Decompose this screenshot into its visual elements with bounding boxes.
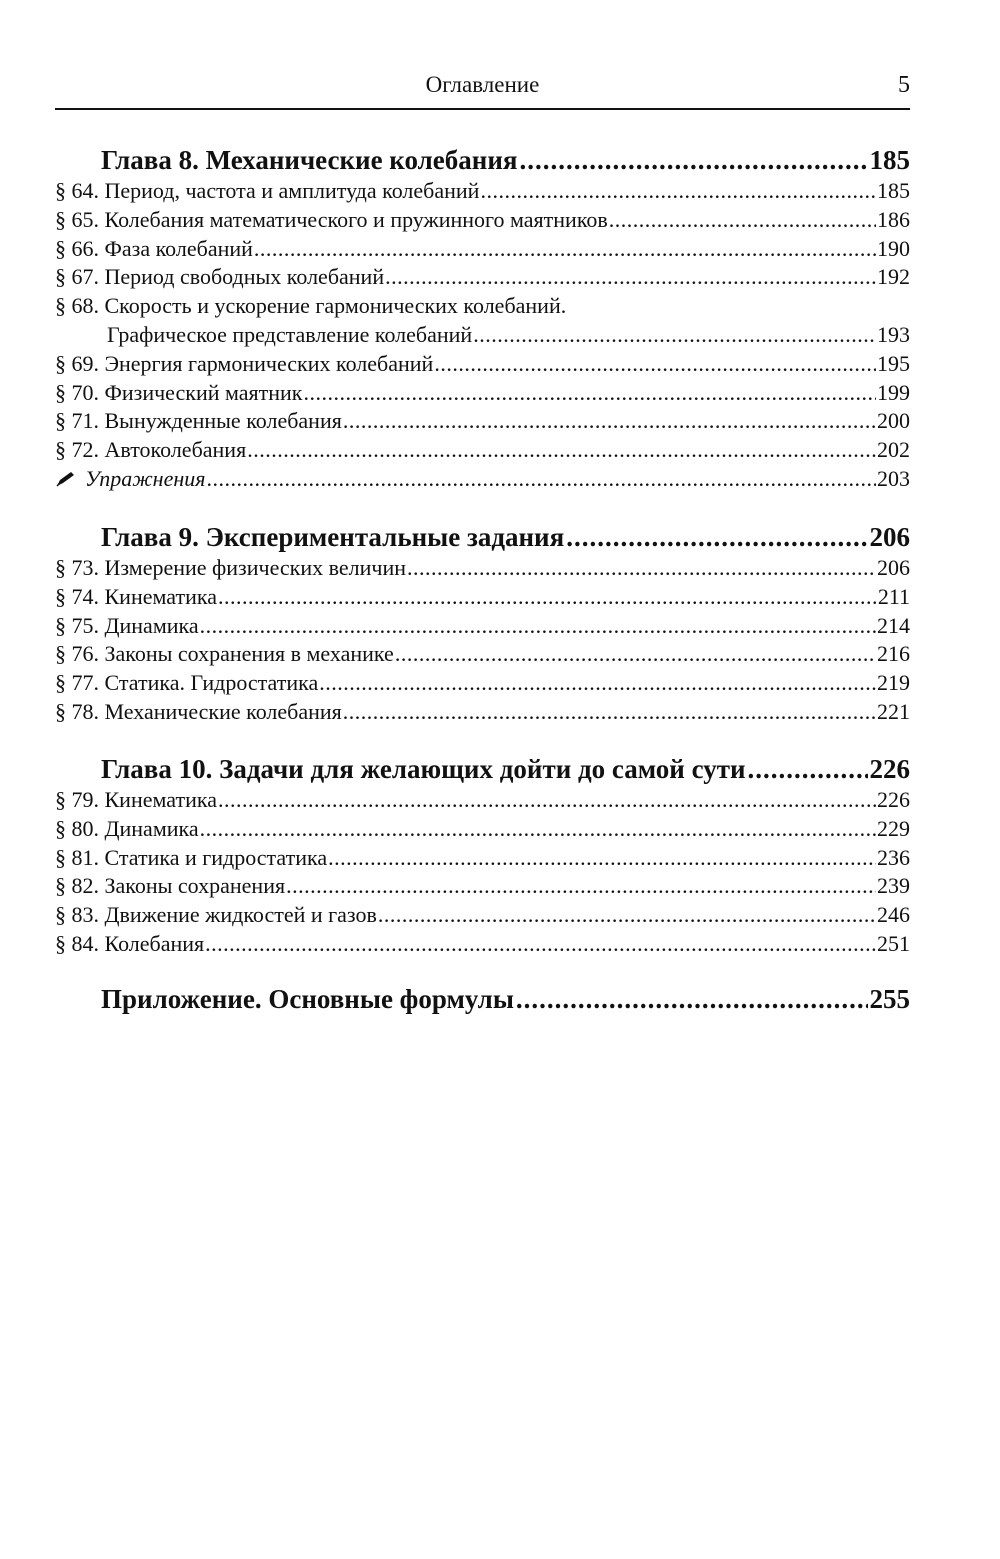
leader-dots — [205, 930, 876, 959]
entry-page: 214 — [877, 612, 910, 638]
leader-dots — [566, 520, 867, 554]
entry-page: 236 — [877, 844, 910, 870]
entry-label: § 82. Законы сохранения — [55, 873, 286, 899]
page-title: Оглавление — [425, 72, 540, 97]
leader-dots — [343, 698, 876, 727]
entry-page: 195 — [877, 350, 910, 376]
toc-entry[interactable] — [55, 235, 910, 264]
entry-label: § 79. Кинематика — [55, 787, 217, 812]
entry-page: 246 — [877, 902, 910, 928]
leader-dots — [319, 669, 876, 698]
toc-entry[interactable] — [55, 350, 910, 379]
leader-dots — [218, 786, 876, 815]
entry-label: § 72. Автоколебания — [55, 437, 247, 463]
toc-entry[interactable] — [55, 640, 910, 669]
toc-entry[interactable] — [55, 844, 910, 873]
chapter-title: Глава 9. Экспериментальные задания — [101, 522, 565, 552]
toc-entry[interactable] — [55, 263, 910, 292]
leader-dots — [206, 465, 876, 494]
toc-entry[interactable] — [55, 436, 910, 465]
leader-dots — [748, 752, 868, 786]
entry-label: § 84. Колебания — [55, 930, 205, 956]
page-number: 5 — [898, 72, 910, 98]
leader-dots — [200, 612, 876, 641]
toc-entry[interactable] — [55, 292, 910, 321]
toc-entry[interactable] — [55, 930, 910, 959]
chapter-title: Глава 10. Задачи для желающих дойти до самой сути — [101, 754, 746, 784]
entry-page: 193 — [877, 321, 910, 347]
leader-dots — [247, 436, 876, 465]
entry-label: § 80. Динамика — [55, 815, 199, 841]
leader-dots — [304, 379, 877, 408]
entry-page: 211 — [877, 583, 910, 609]
chapter-page: 226 — [869, 754, 910, 784]
entry-page: 216 — [877, 641, 910, 667]
entry-label: § 73. Измерение физических величин — [55, 555, 407, 580]
leader-dots — [609, 206, 876, 235]
toc-entry[interactable] — [55, 583, 910, 612]
leader-dots — [434, 350, 876, 379]
toc-entry[interactable] — [55, 698, 910, 727]
toc-entry[interactable] — [55, 786, 910, 815]
leader-dots — [378, 901, 876, 930]
leader-dots — [286, 872, 876, 901]
chapter-page: 185 — [869, 145, 910, 175]
toc-entry-continuation[interactable] — [55, 321, 910, 350]
appendix-title: Приложение. Основные формулы — [101, 984, 514, 1014]
entry-label: § 75. Динамика — [55, 612, 199, 638]
appendix — [55, 982, 910, 1016]
entry-page: 206 — [877, 555, 910, 580]
entry-label: § 83. Движение жидкостей и газов — [55, 902, 377, 928]
leader-dots — [385, 263, 876, 292]
chapter-page: 206 — [869, 522, 910, 552]
leader-dots — [218, 583, 877, 612]
entry-label: § 65. Колебания математического и пружинного маятников — [55, 206, 608, 232]
chapter-heading[interactable] — [55, 752, 910, 786]
entry-page: 239 — [877, 873, 910, 899]
toc-entry[interactable] — [55, 872, 910, 901]
leader-dots — [343, 407, 876, 436]
entry-label: § 64. Период, частота и амплитуда колебаний — [55, 178, 480, 203]
toc-entry[interactable] — [55, 206, 910, 235]
entry-label: § 70. Физический маятник — [55, 379, 303, 405]
toc-page — [55, 0, 910, 1014]
entry-page: 219 — [877, 670, 910, 696]
leader-dots — [395, 640, 876, 669]
entry-page: 229 — [877, 815, 910, 841]
entry-page: 221 — [877, 698, 910, 724]
entry-page: 192 — [877, 264, 910, 290]
leader-dots — [516, 982, 868, 1016]
leader-dots — [480, 177, 876, 206]
leader-dots — [200, 815, 876, 844]
appendix-heading[interactable] — [55, 982, 910, 1016]
pencil-icon — [55, 470, 77, 488]
appendix-page: 255 — [869, 984, 910, 1014]
entry-page: 185 — [877, 178, 910, 203]
entry-page: 190 — [877, 235, 910, 261]
toc-entry[interactable] — [55, 815, 910, 844]
toc-entry[interactable] — [55, 407, 910, 436]
entry-page: 202 — [877, 437, 910, 463]
leader-dots — [473, 321, 876, 350]
entry-label: § 81. Статика и гидростатика — [55, 844, 328, 870]
entry-page: 200 — [877, 408, 910, 434]
entry-label: § 77. Статика. Гидростатика — [55, 670, 319, 696]
leader-dots — [328, 844, 876, 873]
chapter-8 — [55, 143, 910, 494]
chapter-heading[interactable] — [55, 143, 910, 177]
toc-entry[interactable] — [55, 554, 910, 583]
chapter-heading[interactable] — [55, 520, 910, 554]
leader-dots — [254, 235, 876, 264]
toc-entry[interactable] — [55, 901, 910, 930]
exercises-label-wrap — [55, 465, 205, 494]
entry-label: § 71. Вынужденные колебания — [55, 408, 342, 434]
leader-dots — [520, 143, 868, 177]
chapter-10 — [55, 752, 910, 959]
entry-label: § 74. Кинематика — [55, 583, 217, 609]
toc-entry-exercises[interactable] — [55, 465, 910, 494]
toc-entry[interactable] — [55, 669, 910, 698]
toc-entry[interactable] — [55, 612, 910, 641]
entry-page: 186 — [877, 206, 910, 232]
entry-page: 203 — [877, 465, 910, 491]
entry-page: 199 — [877, 379, 910, 405]
entry-label: § 76. Законы сохранения в механике — [55, 641, 394, 667]
toc-entry[interactable] — [55, 177, 910, 206]
entry-label: Упражнения — [85, 465, 206, 491]
chapter-9 — [55, 520, 910, 727]
entry-page: 226 — [877, 787, 910, 812]
page-header — [55, 0, 910, 110]
toc-entry[interactable] — [55, 379, 910, 408]
entry-label-continuation: Графическое представление колебаний — [107, 321, 473, 347]
entry-label: § 69. Энергия гармонических колебаний — [55, 350, 434, 376]
entry-label: § 68. Скорость и ускорение гармонических колебаний. — [55, 293, 567, 319]
entry-page: 251 — [877, 930, 910, 956]
chapter-title: Глава 8. Механические колебания — [101, 145, 518, 175]
entry-label: § 78. Механические колебания — [55, 698, 342, 724]
entry-label: § 67. Период свободных колебаний — [55, 264, 385, 290]
entry-label: § 66. Фаза колебаний — [55, 235, 253, 261]
leader-dots — [407, 554, 876, 583]
